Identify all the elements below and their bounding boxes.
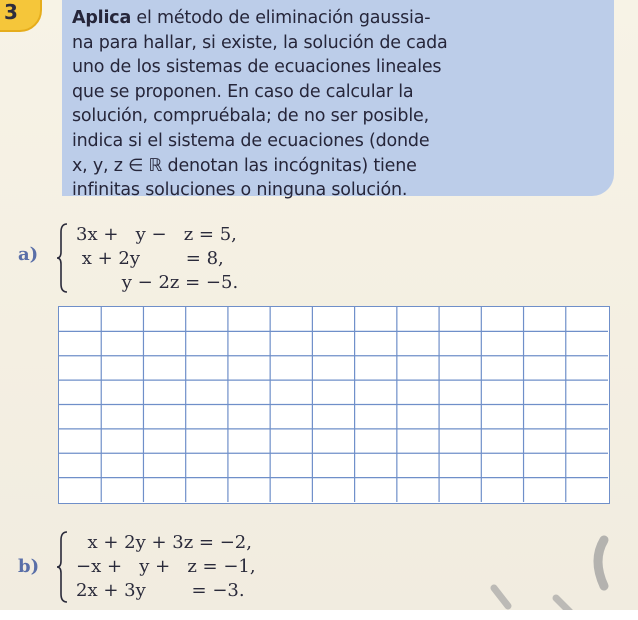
system-b-equation-1: x + 2y + 3z = −2, [76,532,252,553]
system-a-label: a) [18,244,39,265]
instruction-line-4: solución, compruébala; de no ser posible, [72,106,429,127]
exercise-number: 3 [4,0,18,24]
instruction-line-3: que se proponen. En caso de calcular la [72,81,414,102]
system-a-equation-1: 3x + y − z = 5, [76,224,237,245]
system-b-equation-3: 2x + 3y = −3. [76,580,245,601]
instruction-line-6: x, y, z ∈ ℝ denotan las incógnitas) tiene [72,155,417,176]
instruction-line-7: infinitas soluciones o ninguna solución. [72,180,408,201]
instruction-line-0-rest: el método de eliminación gaussia- [131,8,431,28]
bottom-margin [0,610,638,620]
system-a-equation-3: y − 2z = −5. [76,272,239,293]
instruction-line-1: na para hallar, si existe, la solución de cada [72,32,448,53]
instruction-bold-word: Aplica [72,8,132,28]
instruction-line-5: indica si el sistema de ecuaciones (donde [72,130,430,151]
system-b-equation-2: −x + y + z = −1, [76,556,256,577]
system-a-equation-2: x + 2y = 8, [76,248,224,269]
system-b-label: b) [18,556,40,577]
instruction-line-2: uno de los sistemas de ecuaciones lineales [72,57,442,78]
